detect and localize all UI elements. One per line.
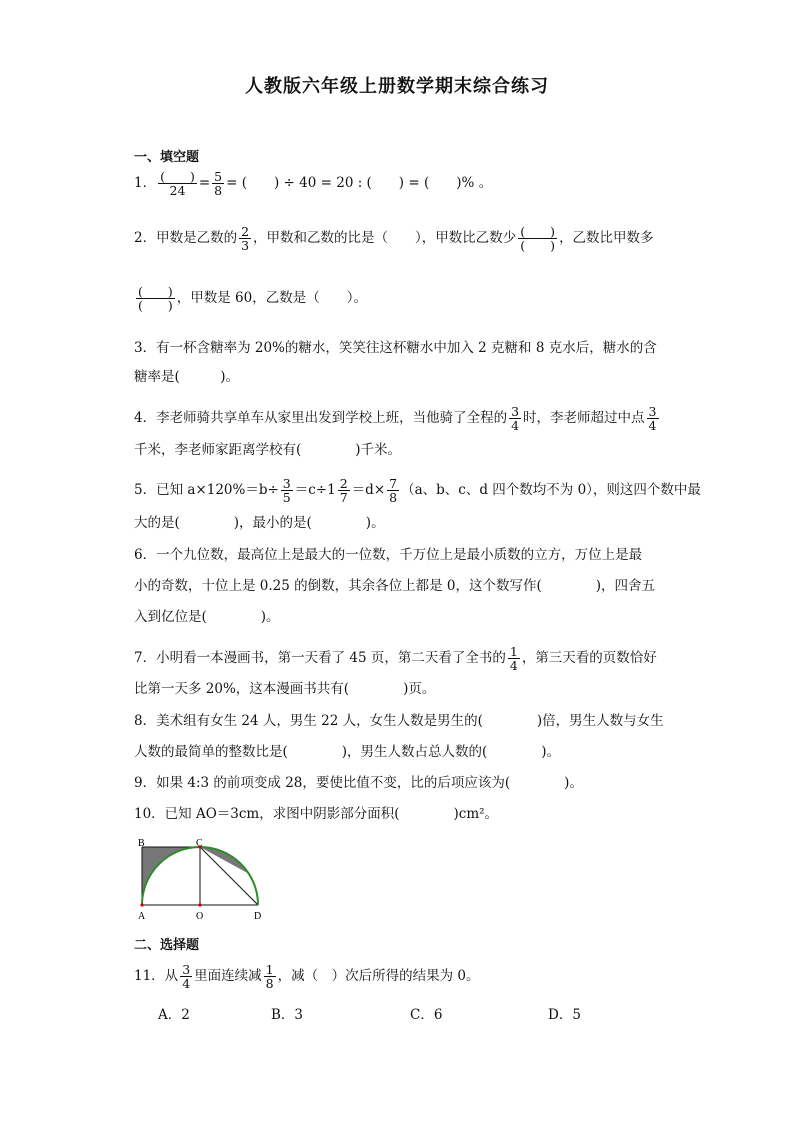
fraction: $\frac{( )}{24}$ [160,169,195,198]
question-6-line-3: 入到亿位是( )。 [134,609,280,625]
label-d: D [254,911,262,922]
fraction: $\frac{7}{8}$ [389,476,398,505]
question-1: 1． $\frac{( )}{24}$ = $\frac{5}{8}$ = ( ) ÷ 40 = 20 : ( ) = ( )% 。 [134,169,493,198]
fraction: $\frac{2}{7}$ [339,476,348,505]
question-8: 8．美术组有女生 24 人，男生 22 人，女生人数是男生的( )倍，男生人数与女生 [134,713,664,729]
fraction: $\frac{5}{8}$ [214,169,223,198]
question-6: 6．一个九位数，最高位上是最大的一位数，千万位上是最小质数的立方，万位上是最 [134,547,643,563]
question-8-line-2: 人数的最简单的整数比是( )，男生人数占总人数的( )。 [134,744,561,760]
question-3-line-2: 糖率是( )。 [134,369,240,385]
question-5: 5．已知 a×120%＝b÷ $\frac{3}{5}$ ＝c÷1 $\frac{2}{7}$ ＝d× $\frac{7}{8}$ （a、b、c、d 四个数均不为 0），则这四个数中最 [134,476,701,505]
question-3: 3．有一杯含糖率为 20%的糖水，笑笑往这杯糖水中加入 2 克糖和 8 克水后，糖水的含 [134,340,657,356]
option-b[interactable]: B．3 [271,1007,304,1023]
fraction: $\frac{1}{8}$ [265,962,274,991]
question-10: 10．已知 AO＝3cm，求图中阴影部分面积( )cm²。 [134,806,499,822]
fraction: $\frac{3}{4}$ [511,404,520,433]
blank-fraction: $\frac{( )}{( )}$ [138,284,173,313]
fraction: $\frac{3}{4}$ [182,962,191,991]
option-c[interactable]: C．6 [410,1007,443,1023]
section-heading-fill-blank: 一、填空题 [134,150,200,165]
section-heading-multiple-choice: 二、选择题 [134,938,200,953]
label-b: B [138,838,145,849]
question-7-line-2: 比第一天多 20%，这本漫画书共有( )页。 [134,681,436,697]
fraction: $\frac{3}{4}$ [648,404,657,433]
question-6-line-2: 小的奇数，十位上是 0.25 的倒数，其余各位上都是 0，这个数写作( )，四舍五 [134,578,656,594]
question-number: 1． [134,175,157,191]
fraction: $\frac{3}{5}$ [282,476,291,505]
label-a: A [138,911,146,922]
question-4: 4．李老师骑共享单车从家里出发到学校上班，当他骑了全程的 $\frac{3}{4}$ 时，李老师超过中点 $\frac{3}{4}$ [134,404,657,433]
question-4-line-2: 千米，李老师家距离学校有( )千米。 [134,442,402,458]
page-title: 人教版六年级上册数学期末综合练习 [245,76,549,97]
fraction: $\frac{2}{3}$ [241,224,250,253]
question-7: 7．小明看一本漫画书，第一天看了 45 页，第二天看了全书的 $\frac{1}{4}$ ，第三天看的页数恰好 [134,644,657,673]
option-a[interactable]: A．2 [158,1007,190,1023]
option-d[interactable]: D．5 [548,1007,581,1023]
question-11: 11．从 $\frac{3}{4}$ 里面连续减 $\frac{1}{8}$ ，减（ ）次后所得的结果为 0。 [134,962,480,991]
question-2: 2．甲数是乙数的 $\frac{2}{3}$ ，甲数和乙数的比是（ ），甲数比乙数少 $\frac{( )}{( )}$ ，乙数比甲数多 [134,224,654,253]
blank-fraction: $\frac{( )}{( )}$ [520,224,556,253]
semicircle-figure [130,836,270,924]
question-9: 9．如果 4:3 的前项变成 28，要使比值不变，比的后项应该为( )。 [134,775,583,791]
question-2-line-2: $\frac{( )}{( )}$ ，甲数是 60，乙数是（ ）。 [138,284,367,313]
label-c: C [196,838,203,849]
question-5-line-2: 大的是( )，最小的是( )。 [134,515,385,531]
fraction: $\frac{1}{4}$ [509,644,518,673]
label-o: O [196,911,204,922]
shaded-region-right [200,847,249,874]
